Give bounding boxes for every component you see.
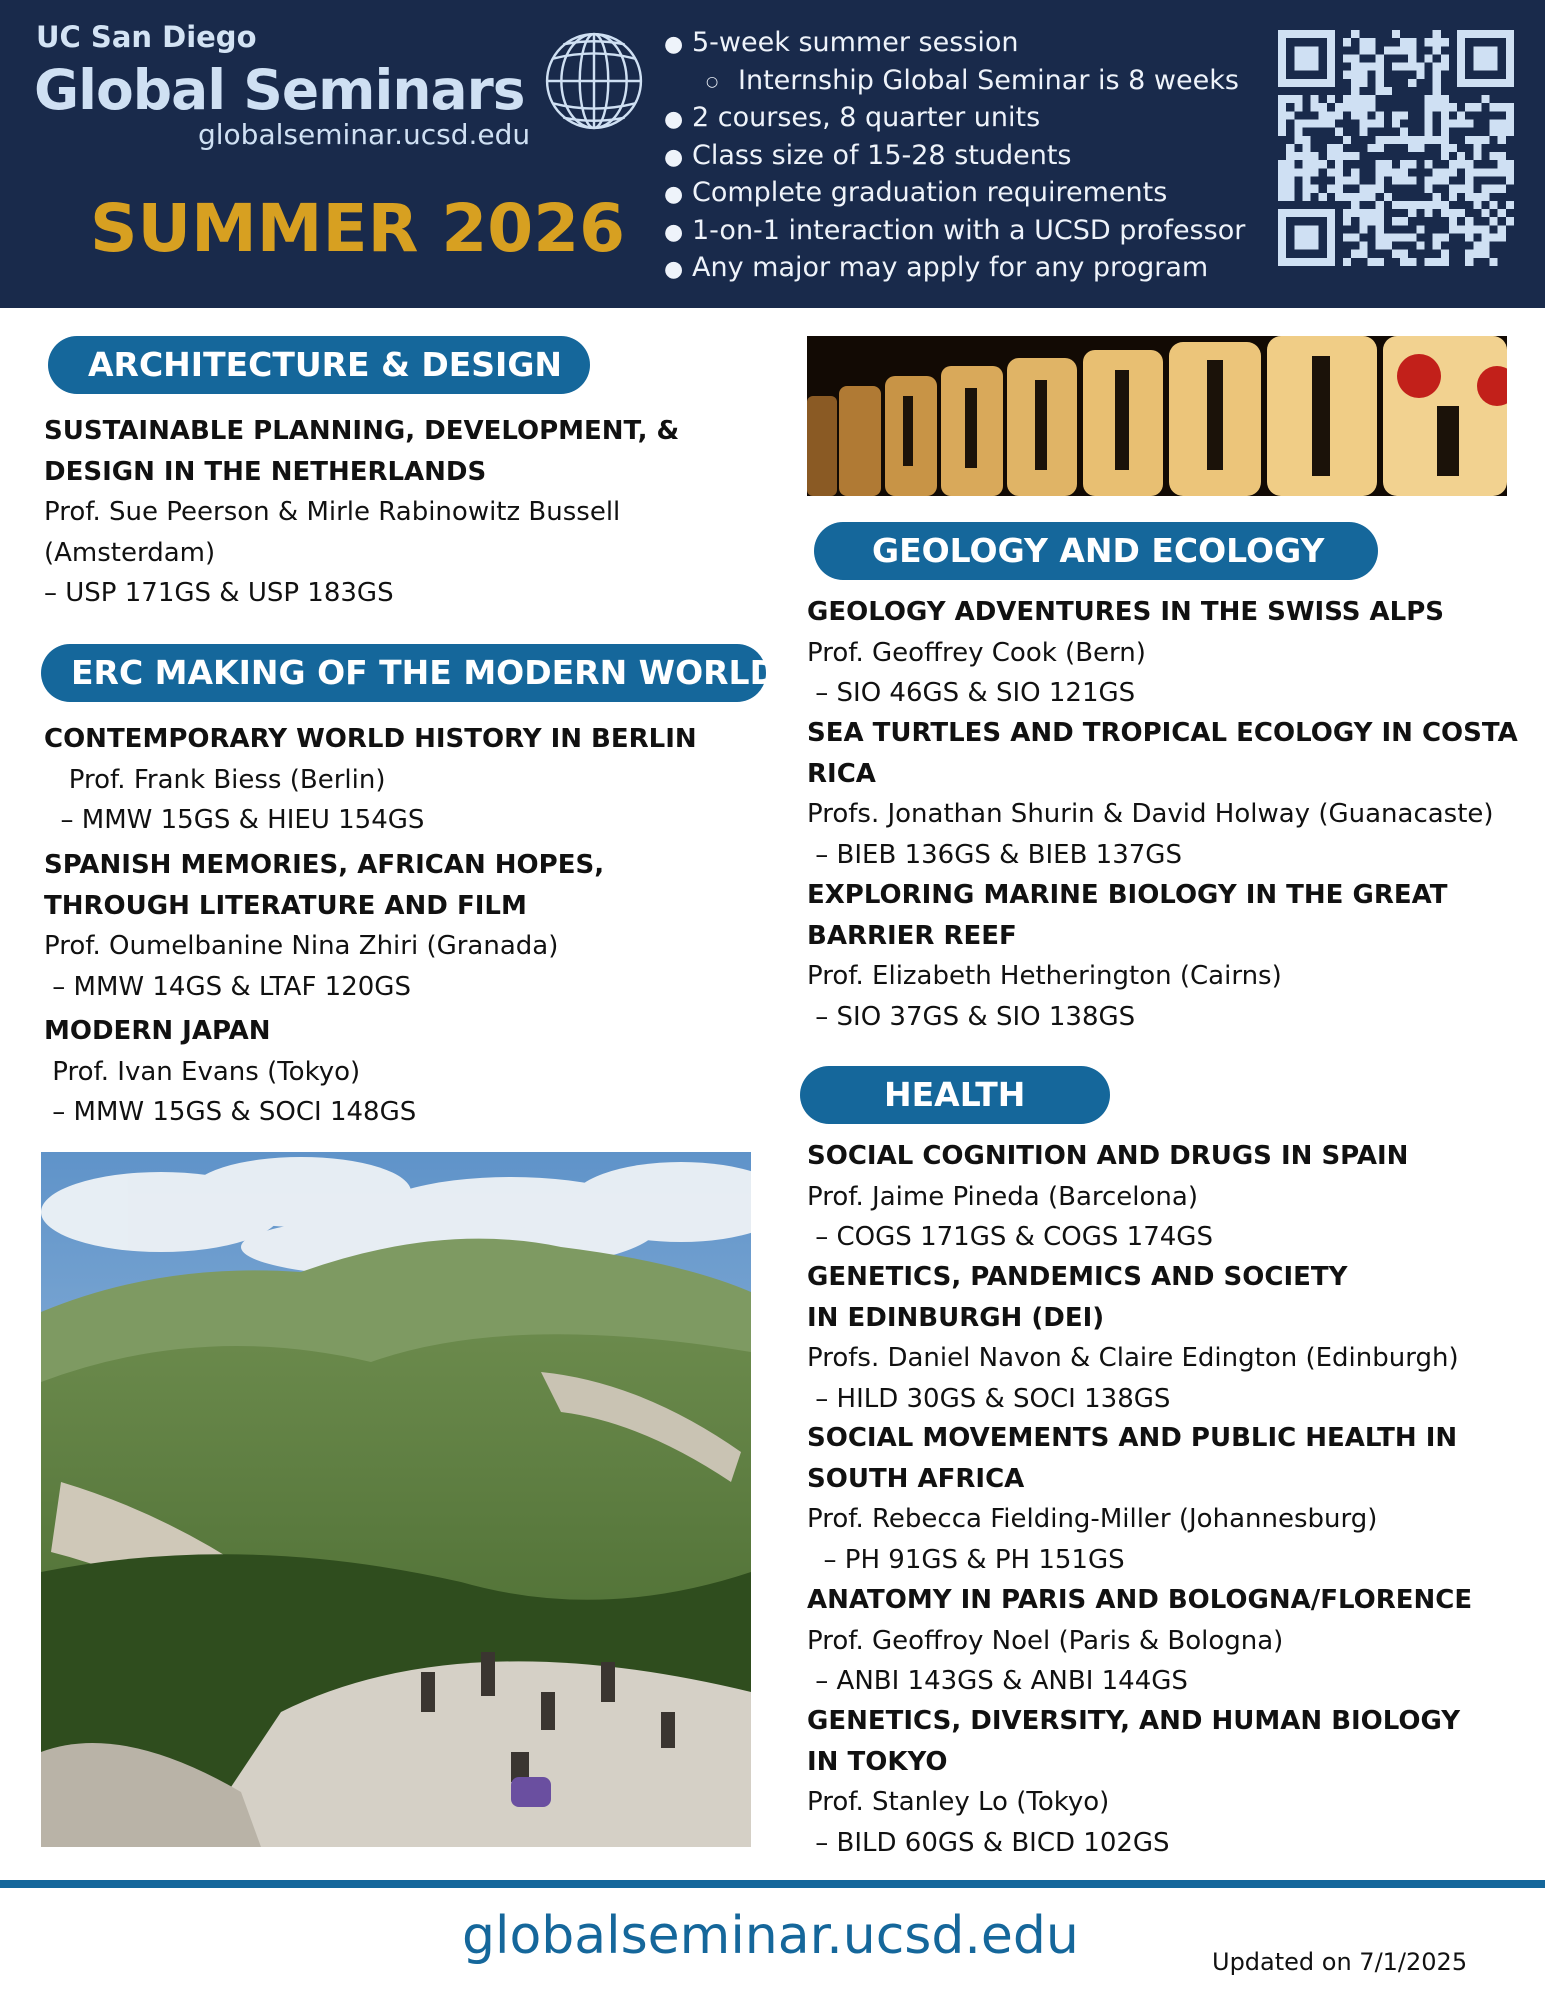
bullet-icon: ● [664,107,684,132]
program-spain-cognition[interactable] [807,1136,1408,1258]
program-japan[interactable] [44,1011,416,1133]
program-title: GEOLOGY ADVENTURES IN THE SWISS ALPS [807,597,1445,627]
program-title: IN TOKYO [807,1746,948,1777]
program-professor: Prof. Frank Biess (Berlin) [44,764,386,795]
program-title: GENETICS, DIVERSITY, AND HUMAN BIOLOGY [807,1706,1461,1736]
footer-url-link[interactable]: globalseminar.ucsd.edu [462,1906,1079,1966]
fact-item: ● Any major may apply for any program [664,249,1264,287]
program-courses: – COGS 171GS & COGS 174GS [807,1222,1213,1252]
program-title: SOCIAL MOVEMENTS AND PUBLIC HEALTH IN [807,1423,1458,1453]
program-courses: – BILD 60GS & BICD 102GS [807,1827,1170,1858]
brand-url[interactable]: globalseminar.ucsd.edu [198,118,531,151]
bullet-icon: ● [664,32,684,57]
program-courses: – MMW 14GS & LTAF 120GS [44,971,411,1002]
program-edinburgh[interactable] [807,1257,1459,1419]
program-courses: – SIO 37GS & SIO 138GS [807,1001,1136,1032]
fact-subitem: ○ Internship Global Seminar is 8 weeks [664,62,1264,100]
program-granada[interactable] [44,845,604,1007]
program-south-africa[interactable] [807,1418,1457,1580]
fact-item: ● 2 courses, 8 quarter units [664,99,1264,137]
program-courses: – SIO 46GS & SIO 121GS [807,678,1136,708]
bullet-icon: ● [664,182,684,207]
program-title: THROUGH LITERATURE AND FILM [44,890,527,921]
program-courses: – USP 171GS & USP 183GS [44,578,394,608]
swiss-alps-photo [41,1152,751,1847]
program-courses: – MMW 15GS & HIEU 154GS [44,805,425,835]
program-title: EXPLORING MARINE BIOLOGY IN THE GREAT [807,880,1448,910]
program-title: BARRIER REEF [807,920,1017,951]
hollow-bullet-icon: ○ [706,73,719,90]
paper-lanterns-photo [807,336,1507,496]
program-title: GENETICS, PANDEMICS AND SOCIETY [807,1262,1348,1292]
bullet-icon: ● [664,219,684,245]
fact-item: ● Class size of 15-28 students [664,137,1264,175]
program-professor: Prof. Stanley Lo (Tokyo) [807,1787,1110,1817]
program-title: SOCIAL COGNITION AND DRUGS IN SPAIN [807,1141,1409,1171]
program-title: CONTEMPORARY WORLD HISTORY IN BERLIN [44,724,697,754]
footer-divider [0,1880,1545,1888]
program-title: ANATOMY IN PARIS AND BOLOGNA/FLORENCE [807,1585,1473,1615]
program-courses: – PH 91GS & PH 151GS [807,1544,1125,1575]
program-professor: Prof. Sue Peerson & Mirle Rabinowitz Bussell [44,497,621,527]
globe-logo-icon [543,30,645,132]
program-professor: Profs. Daniel Navon & Claire Edington (Edinburgh) [807,1343,1459,1373]
qr-code-icon[interactable] [1278,30,1514,266]
header-banner [0,0,1545,308]
program-swiss-alps[interactable] [807,592,1444,714]
program-professor: Prof. Oumelbanine Nina Zhiri (Granada) [44,931,559,961]
program-courses: – ANBI 143GS & ANBI 144GS [807,1666,1188,1696]
bullet-icon: ● [664,144,684,170]
program-courses: – HILD 30GS & SOCI 138GS [807,1383,1171,1414]
program-professor: (Amsterdam) [44,537,216,568]
program-costa-rica[interactable] [807,713,1518,875]
program-tokyo-biology[interactable] [807,1701,1460,1863]
season-title: SUMMER 2026 [90,190,626,267]
program-title: SEA TURTLES AND TROPICAL ECOLOGY IN COSTA [807,718,1518,748]
program-title: IN EDINBURGH (DEI) [807,1302,1105,1333]
bullet-icon: ● [664,257,684,282]
section-heading-erc: ERC MAKING OF THE MODERN WORLD [41,644,766,702]
brand-org: UC San Diego [36,20,257,54]
program-professor: Prof. Geoffroy Noel (Paris & Bologna) [807,1625,1284,1656]
program-facts-list [664,24,1264,287]
program-professor: Profs. Jonathan Shurin & David Holway (Guanacaste) [807,799,1494,829]
program-title: MODERN JAPAN [44,1016,271,1046]
program-great-barrier-reef[interactable] [807,875,1447,1037]
program-professor: Prof. Ivan Evans (Tokyo) [44,1056,361,1087]
program-professor: Prof. Geoffrey Cook (Bern) [807,637,1146,668]
program-courses: – BIEB 136GS & BIEB 137GS [807,839,1182,870]
program-professor: Prof. Jaime Pineda (Barcelona) [807,1181,1198,1212]
program-title: SOUTH AFRICA [807,1463,1025,1494]
program-title: RICA [807,758,876,789]
section-heading-architecture: ARCHITECTURE & DESIGN [48,336,590,394]
program-courses: – MMW 15GS & SOCI 148GS [44,1097,417,1127]
program-professor: Prof. Elizabeth Hetherington (Cairns) [807,961,1282,991]
section-heading-health: HEALTH [800,1066,1110,1124]
program-netherlands[interactable] [44,411,679,614]
program-berlin[interactable] [44,719,697,841]
program-professor: Prof. Rebecca Fielding-Miller (Johannesburg) [807,1504,1378,1534]
program-paris-bologna[interactable] [807,1580,1472,1702]
updated-date: Updated on 7/1/2025 [1212,1948,1468,1976]
program-title: SUSTAINABLE PLANNING, DEVELOPMENT, & [44,416,680,446]
program-title: SPANISH MEMORIES, AFRICAN HOPES, [44,850,605,880]
fact-item: ● 5-week summer session [664,24,1264,62]
fact-item: ● 1-on-1 interaction with a UCSD professor [664,212,1264,250]
fact-item: ● Complete graduation requirements [664,174,1264,212]
section-heading-geology: GEOLOGY AND ECOLOGY [814,522,1378,580]
program-title: DESIGN IN THE NETHERLANDS [44,456,487,487]
brand-title: Global Seminars [34,58,525,122]
